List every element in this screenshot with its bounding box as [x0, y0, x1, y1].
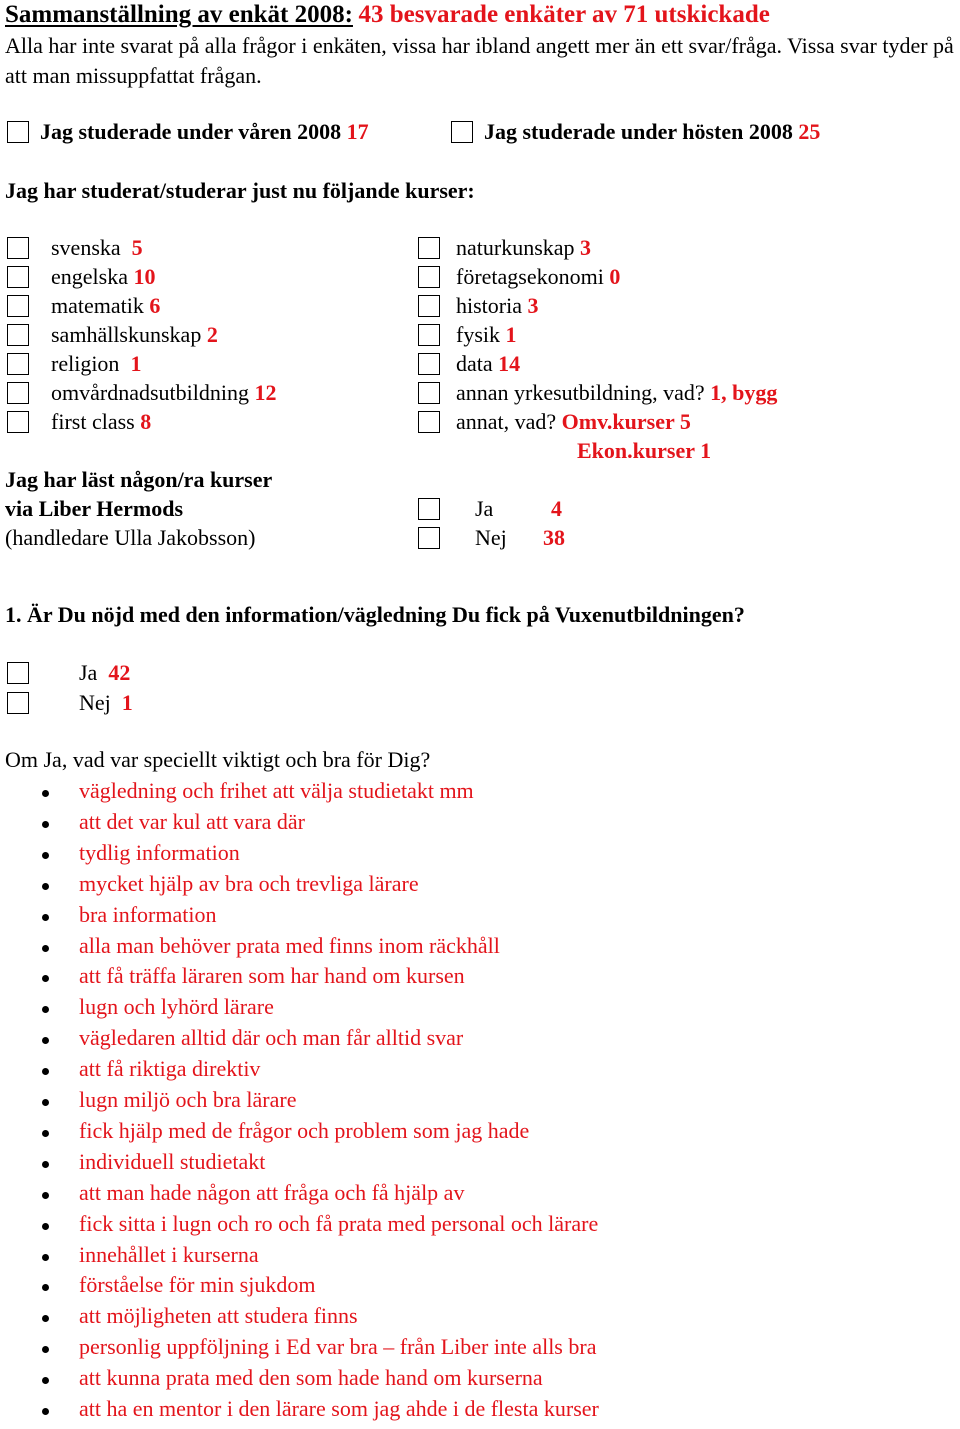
checkbox-course-left[interactable] [7, 382, 29, 404]
course-left-item: samhällskunskap 2 [51, 322, 218, 347]
bullet-icon [42, 914, 49, 921]
course-right-item: annat, vad? Omv.kurser 5 [456, 409, 691, 434]
course-left-item: svenska 5 [51, 235, 143, 260]
q1-yes-label: Ja [79, 660, 98, 685]
answer-text: att kunna prata med den som hade hand om kurserna [79, 1365, 543, 1391]
semester-autumn [484, 119, 820, 145]
course-right-item: annan yrkesutbildning, vad? 1, bygg [456, 380, 778, 405]
checkbox-course-right[interactable] [418, 382, 440, 404]
answer-text: innehållet i kurserna [79, 1241, 259, 1267]
liber-line1: Jag har läst någon/ra kurser [5, 467, 273, 492]
liber-line3: (handledare Ulla Jakobsson) [5, 525, 256, 550]
checkbox-q1-yes[interactable] [7, 662, 29, 684]
checkbox-liber-no[interactable] [418, 527, 440, 549]
answer-text: bra information [79, 901, 217, 927]
question-1: 1. Är Du nöjd med den information/vägledning Du fick på Vuxenutbildningen? [5, 602, 745, 627]
checkbox-course-right[interactable] [418, 237, 440, 259]
answer-text: att få riktiga direktiv [79, 1056, 261, 1082]
answer-text: vägledaren alltid där och man får alltid svar [79, 1025, 464, 1051]
answer-text: förståelse för min sjukdom [79, 1272, 316, 1298]
followup-question: Om Ja, vad var speciellt viktigt och bra för Dig? [5, 747, 431, 772]
course-extra-note: Ekon.kurser 1 [577, 438, 712, 463]
bullet-icon [42, 1346, 49, 1353]
title-main: Sammanställning av enkät 2008: [5, 1, 353, 28]
semester-autumn-label: Jag studerade under hösten 2008 [484, 119, 793, 144]
semester-spring [40, 119, 369, 145]
bullet-icon [42, 1037, 49, 1044]
checkbox-course-right[interactable] [418, 295, 440, 317]
answer-text: alla man behöver prata med finns inom räckhåll [79, 932, 500, 958]
checkbox-course-left[interactable] [7, 266, 29, 288]
answer-text: tydlig information [79, 839, 240, 865]
checkbox-spring[interactable] [7, 121, 29, 143]
liber-line2: via Liber Hermods [5, 496, 184, 521]
checkbox-course-left[interactable] [7, 237, 29, 259]
bullet-icon [42, 975, 49, 982]
answer-text: lugn miljö och bra lärare [79, 1087, 297, 1112]
q1-yes [79, 660, 130, 686]
checkbox-course-left[interactable] [7, 353, 29, 375]
title-summary: 43 besvarade enkäter av 71 utskickade [358, 1, 770, 28]
semester-spring-label: Jag studerade under våren 2008 [40, 119, 342, 144]
checkbox-course-left[interactable] [7, 411, 29, 433]
bullet-icon [42, 852, 49, 859]
bullet-icon [42, 945, 49, 952]
answer-text: personlig uppföljning i Ed var bra – från Liber inte alls bra [79, 1334, 597, 1360]
course-right-item: data 14 [456, 351, 521, 376]
semester-autumn-count: 25 [798, 119, 821, 144]
bullet-icon [42, 1284, 49, 1291]
answer-text: att man hade någon att fråga och få hjälp av [79, 1179, 465, 1205]
course-left-item: religion 1 [51, 351, 142, 376]
answer-text: att det var kul att vara där [79, 808, 306, 834]
checkbox-course-right[interactable] [418, 266, 440, 288]
bullet-icon [42, 1254, 49, 1261]
answer-text: fick hjälp med de frågor och problem som jag hade [79, 1117, 530, 1143]
checkbox-liber-yes[interactable] [418, 498, 440, 520]
liber-no-label: Nej [475, 525, 507, 550]
checkbox-q1-no[interactable] [7, 692, 29, 714]
checkbox-course-left[interactable] [7, 324, 29, 346]
checkbox-course-left[interactable] [7, 295, 29, 317]
q1-no-count: 1 [121, 690, 133, 715]
bullet-icon [42, 1192, 49, 1199]
bullet-icon [42, 1408, 49, 1415]
bullet-icon [42, 1377, 49, 1384]
answer-text: fick sitta i lugn och ro och få prata med personal och lärare [79, 1210, 599, 1236]
course-right-item: företagsekonomi 0 [456, 264, 621, 289]
bullet-icon [42, 1130, 49, 1137]
course-left-item: engelska 10 [51, 264, 156, 289]
course-left-item: omvårdnadsutbildning 12 [51, 380, 277, 405]
checkbox-course-right[interactable] [418, 411, 440, 433]
course-left-item: matematik 6 [51, 293, 161, 318]
q1-yes-count: 42 [108, 660, 131, 685]
bullet-icon [42, 1223, 49, 1230]
q1-no-label: Nej [79, 690, 111, 715]
bullet-icon [42, 883, 49, 890]
answer-text: att ha en mentor i den lärare som jag ahde i de flesta kurser [79, 1396, 599, 1421]
course-right-item: historia 3 [456, 293, 539, 318]
course-left-item: first class 8 [51, 409, 152, 434]
document-title [5, 1, 770, 29]
checkbox-autumn[interactable] [451, 121, 473, 143]
liber-yes-label: Ja [475, 496, 494, 521]
answer-text: att möjligheten att studera finns [79, 1303, 358, 1329]
bullet-icon [42, 1006, 49, 1013]
answer-text: vägledning och frihet att välja studietakt mm [79, 778, 474, 803]
bullet-icon [42, 790, 49, 797]
liber-no-count: 38 [543, 525, 565, 550]
bullet-icon [42, 1315, 49, 1322]
bullet-icon [42, 1161, 49, 1168]
checkbox-course-right[interactable] [418, 324, 440, 346]
bullet-icon [42, 1068, 49, 1075]
liber-yes-count: 4 [551, 496, 562, 521]
answer-text: lugn och lyhörd lärare [79, 994, 274, 1020]
courses-heading: Jag har studerat/studerar just nu följande kurser: [5, 178, 475, 203]
answer-text: att få träffa läraren som har hand om kursen [79, 963, 465, 989]
intro-text: Alla har inte svarat på alla frågor i enkäten, vissa har ibland angett mer än ett svar/fråga. Vissa svar tyder på att man missuppfattat frågan. [5, 33, 954, 88]
semester-spring-count: 17 [346, 119, 369, 144]
checkbox-course-right[interactable] [418, 353, 440, 375]
answer-text: individuell studietakt [79, 1148, 266, 1174]
course-right-item: fysik 1 [456, 322, 517, 347]
bullet-icon [42, 821, 49, 828]
course-right-item: naturkunskap 3 [456, 235, 592, 260]
q1-no [79, 690, 133, 716]
answer-text: mycket hjälp av bra och trevliga lärare [79, 870, 419, 896]
bullet-icon [42, 1099, 49, 1106]
